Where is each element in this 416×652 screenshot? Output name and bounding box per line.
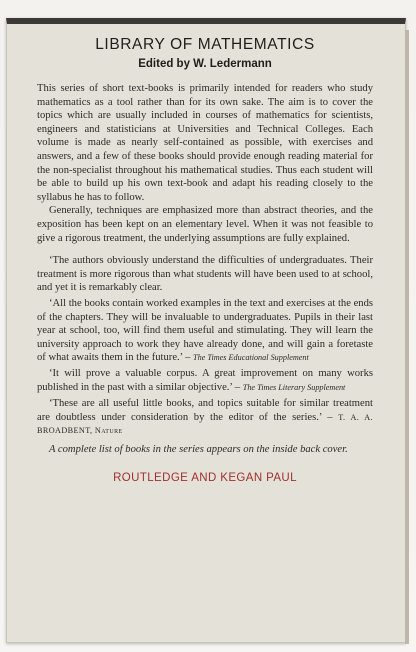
review-quote-3: ‘It will prove a valuable corpus. A great improvement on many works published in the past with a similar objective.’ – The Times Literary Supplement — [37, 368, 373, 393]
review-quote-1: ‘The authors obviously understand the difficulties of undergraduates. Their treatment is more rigorous than what students will have been used to at school, and yet it is remarkably clear. — [37, 255, 373, 293]
general-paragraph: Generally, techniques are emphasized more than abstract theories, and the exposition has been kept on an elementary level. When it was not feasible to give a rigorous treatment, the underlying assumptions are fully explained. — [37, 205, 373, 244]
cover-content — [37, 36, 373, 484]
series-title: LIBRARY OF MATHEMATICS — [95, 36, 315, 53]
publisher-name: ROUTLEDGE AND KEGAN PAUL — [113, 471, 297, 484]
intro-paragraph: This series of short text-books is primarily intended for readers who study mathematics as a tool rather than for its own sake. The aim is to cover the topics which are usually included in courses of mathematics for scientists, engineers and statisticians at Universities and Technical Colleges. Each volume is made as nearly self-contained as possible, with exercises and answers, and a few of these books should provide enough reading material for the non-specialist throughout his mathematical studies. Thus each student will be able to build up his own text-book and adapt his reading closely to the syllabus he has to follow. — [37, 83, 373, 203]
review-source-3: The Times Literary Supplement — [242, 382, 346, 392]
review-quote-4: ‘These are all useful little books, and topics suitable for similar treatment are doubtless under consideration by the editor of the series.’ – T. A. A. BROADBENT, Nature — [37, 398, 373, 435]
review-source-2: The Times Educational Supplement — [193, 352, 309, 362]
review-quote-2: ‘All the books contain worked examples in the text and exercises at the ends of the chapters. They will be invaluable to undergraduates. Pupils in their last year at school, too, will find them useful and stimulating. They will learn the university approach to work they have already done, and will gain a foretaste of what awaits them in the future.’ – The Times Educational Supplement — [37, 298, 373, 363]
editor-line: Edited by W. Ledermann — [138, 58, 272, 70]
review-source-4: T. A. A. BROADBENT, Nature — [37, 412, 373, 435]
series-list-note: A complete list of books in the series appears on the inside back cover. — [49, 444, 348, 456]
